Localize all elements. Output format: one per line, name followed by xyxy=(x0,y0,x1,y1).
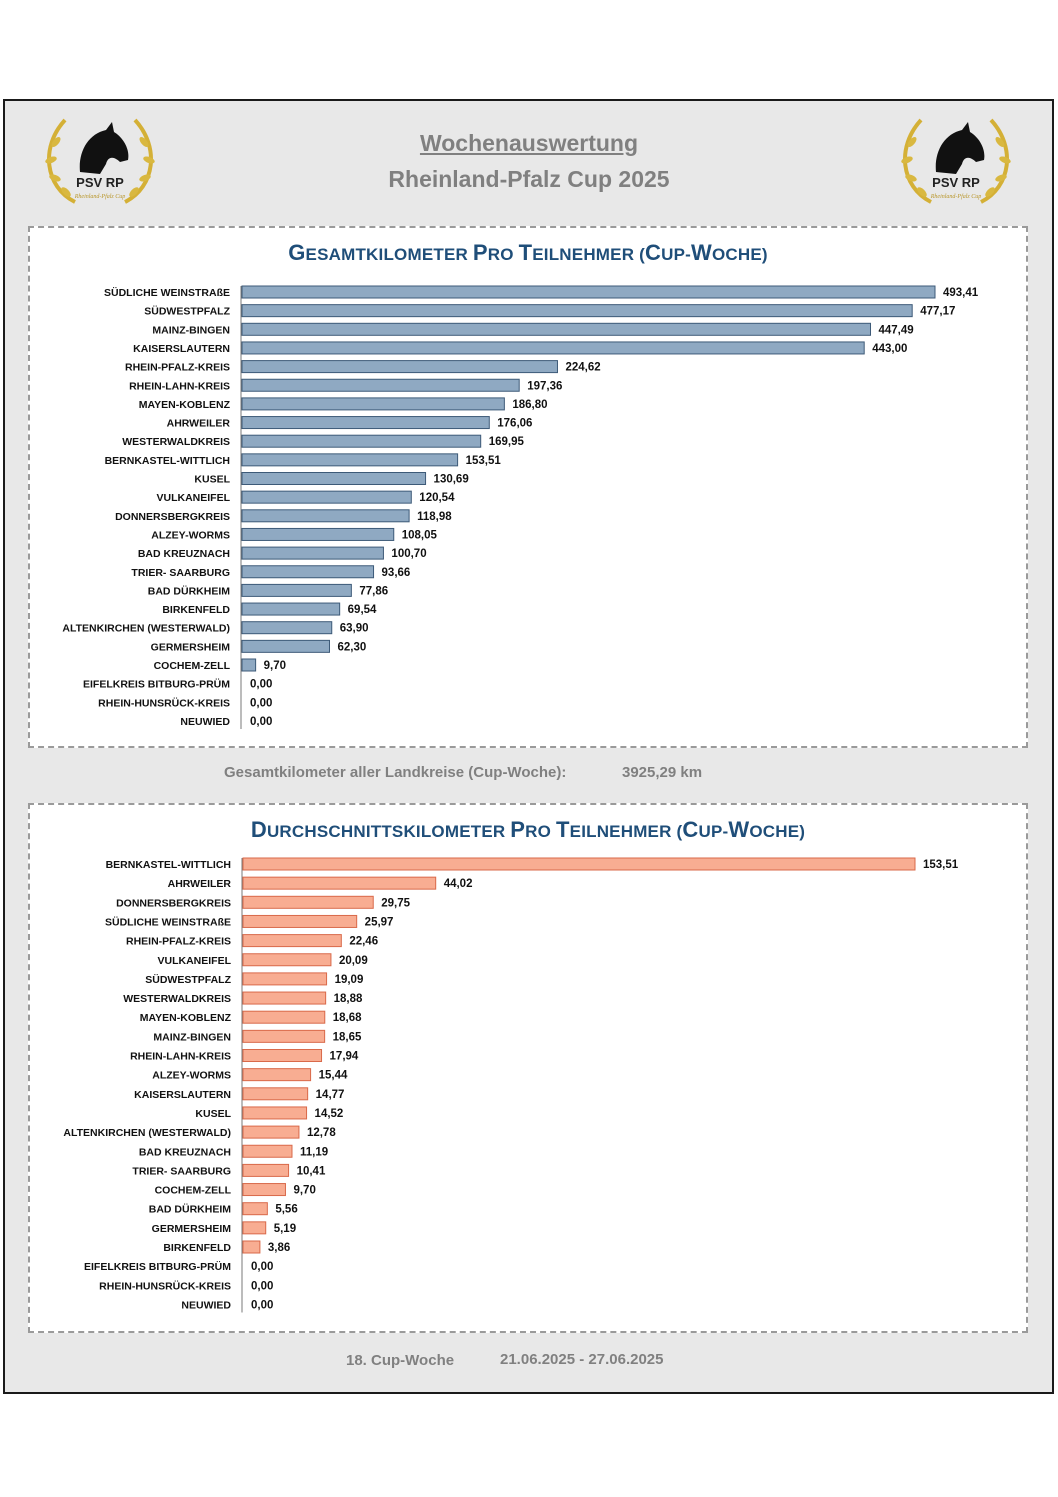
data-label: 176,06 xyxy=(497,417,533,430)
category-label: MAINZ-BINGEN xyxy=(153,1031,231,1044)
chart-average-km xyxy=(28,803,1028,1333)
cup-week-dates: 21.06.2025 - 27.06.2025 xyxy=(500,1351,664,1368)
data-label: 0,00 xyxy=(250,697,273,710)
category-label: ALTENKIRCHEN (WESTERWALD) xyxy=(62,622,230,635)
category-label: BAD DÜRKHEIM xyxy=(147,585,230,598)
category-label: SÜDWESTPFALZ xyxy=(145,973,231,986)
bar xyxy=(242,342,864,354)
logo-text: PSV RP xyxy=(76,175,124,190)
data-label: 14,77 xyxy=(315,1088,345,1101)
bar xyxy=(242,417,489,429)
bar xyxy=(243,935,341,947)
data-label: 22,46 xyxy=(349,935,379,948)
data-label: 20,09 xyxy=(338,954,368,967)
bar xyxy=(242,454,458,466)
category-label: BIRKENFELD xyxy=(162,604,230,617)
data-label: 477,17 xyxy=(920,305,956,318)
data-label: 9,70 xyxy=(263,660,287,672)
bar xyxy=(242,566,374,578)
bar xyxy=(243,1107,307,1119)
bar xyxy=(243,1241,260,1253)
bar xyxy=(242,323,871,335)
category-label: AHRWEILER xyxy=(167,878,231,891)
bar xyxy=(242,286,935,298)
category-label: WESTERWALDKREIS xyxy=(123,993,231,1006)
data-label: 77,86 xyxy=(359,585,389,598)
category-label: TRIER- SAARBURG xyxy=(132,1165,231,1178)
data-label: 447,49 xyxy=(878,324,914,337)
data-label: 10,41 xyxy=(296,1165,326,1178)
data-label: 0,00 xyxy=(250,678,273,691)
data-label: 12,78 xyxy=(306,1127,336,1140)
bar xyxy=(242,528,394,540)
bar xyxy=(243,896,373,908)
data-label: 69,54 xyxy=(347,604,377,617)
category-label: BERNKASTEL-WITTLICH xyxy=(105,859,231,871)
bar xyxy=(243,877,436,889)
category-label: MAINZ-BINGEN xyxy=(152,324,230,337)
bar xyxy=(243,1126,299,1138)
category-label: RHEIN-PFALZ-KREIS xyxy=(126,935,231,948)
bar xyxy=(242,640,330,652)
data-label: 5,56 xyxy=(275,1203,298,1216)
chart-total-km xyxy=(28,226,1028,748)
category-label: SÜDWESTPFALZ xyxy=(144,305,230,318)
data-label: 44,02 xyxy=(443,878,473,891)
data-label: 18,68 xyxy=(332,1012,362,1025)
category-label: BAD KREUZNACH xyxy=(138,1146,231,1159)
bar xyxy=(243,1050,322,1062)
data-label: 5,19 xyxy=(273,1222,297,1235)
cup-week-label: 18. Cup-Woche xyxy=(346,1352,455,1369)
bar xyxy=(243,915,357,927)
bar xyxy=(243,1069,311,1081)
bar xyxy=(242,603,340,615)
category-label: GERMERSHEIM xyxy=(151,1222,231,1235)
data-label: 14,52 xyxy=(314,1107,344,1120)
bar xyxy=(242,491,411,503)
bar xyxy=(242,398,504,410)
logo-text: PSV RP xyxy=(932,175,980,190)
data-label: 0,00 xyxy=(251,1299,274,1312)
category-label: NEUWIED xyxy=(180,715,230,728)
chart-title: DURCHSCHNITTSKILOMETER PRO TEILNEHMER (CUP-WOCHE) xyxy=(250,817,806,842)
category-label: ALTENKIRCHEN (WESTERWALD) xyxy=(63,1127,231,1140)
data-label: 3,86 xyxy=(267,1242,291,1254)
logo-subtext: Rheinland-Pfalz Cup xyxy=(74,194,126,200)
data-label: 18,88 xyxy=(333,993,363,1006)
category-label: KUSEL xyxy=(194,473,230,486)
data-label: 29,75 xyxy=(381,897,411,910)
page-subtitle: Rheinland-Pfalz Cup 2025 xyxy=(388,166,670,192)
data-label: 0,00 xyxy=(250,715,273,728)
data-label: 186,80 xyxy=(512,398,548,411)
data-label: 130,69 xyxy=(433,473,469,486)
data-label: 0,00 xyxy=(251,1280,274,1293)
bar xyxy=(243,1088,308,1100)
data-label: 9,70 xyxy=(293,1184,316,1197)
data-label: 493,41 xyxy=(943,287,979,299)
bar-chart-total-km xyxy=(30,228,1026,746)
bar xyxy=(243,858,915,870)
category-label: ALZEY-WORMS xyxy=(152,1069,231,1082)
category-label: RHEIN-PFALZ-KREIS xyxy=(125,361,230,374)
data-label: 62,30 xyxy=(337,641,367,654)
data-label: 11,19 xyxy=(299,1146,329,1159)
data-label: 63,90 xyxy=(339,622,369,635)
category-label: DONNERSBERGKREIS xyxy=(116,897,231,910)
category-label: KAISERSLAUTERN xyxy=(134,1088,231,1101)
category-label: BAD DÜRKHEIM xyxy=(148,1203,231,1216)
psv-logo-right xyxy=(896,112,1016,212)
category-label: VULKANEIFEL xyxy=(156,492,230,505)
category-label: RHEIN-LAHN-KREIS xyxy=(129,380,230,393)
category-label: KAISERSLAUTERN xyxy=(133,342,230,355)
category-label: KUSEL xyxy=(195,1107,231,1120)
category-label: BAD KREUZNACH xyxy=(137,548,230,561)
bar xyxy=(243,1030,325,1042)
bar xyxy=(242,547,383,559)
bar xyxy=(242,305,912,317)
data-label: 108,05 xyxy=(401,529,437,542)
data-label: 93,66 xyxy=(381,566,411,579)
category-label: BERNKASTEL-WITTLICH xyxy=(104,454,230,467)
data-label: 118,98 xyxy=(417,510,452,523)
category-label: DONNERSBERGKREIS xyxy=(115,510,230,523)
category-label: GERMERSHEIM xyxy=(150,641,230,654)
bar xyxy=(242,659,256,671)
data-label: 25,97 xyxy=(364,916,394,929)
data-label: 15,44 xyxy=(318,1069,348,1082)
category-label: SÜDLICHE WEINSTRAßE xyxy=(104,287,230,299)
category-label: TRIER- SAARBURG xyxy=(131,566,230,579)
bar xyxy=(242,435,481,447)
bar xyxy=(242,473,426,485)
data-label: 224,62 xyxy=(565,361,601,374)
category-label: COCHEM-ZELL xyxy=(154,1184,231,1197)
chart-title: GESAMTKILOMETER PRO TEILNEHMER (CUP-WOCHE) xyxy=(288,240,768,265)
category-label: SÜDLICHE WEINSTRAßE xyxy=(105,916,231,929)
bar xyxy=(243,973,327,985)
bar xyxy=(243,992,326,1004)
data-label: 120,54 xyxy=(419,492,455,505)
category-label: WESTERWALDKREIS xyxy=(122,436,230,449)
total-km-label: Gesamtkilometer aller Landkreise (Cup-Woche): xyxy=(224,764,567,781)
category-label: VULKANEIFEL xyxy=(157,954,231,967)
category-label: COCHEM-ZELL xyxy=(153,660,230,672)
data-label: 17,94 xyxy=(329,1050,359,1063)
bar-chart-average-km xyxy=(30,805,1026,1331)
data-label: 443,00 xyxy=(872,342,908,355)
total-km-value: 3925,29 km xyxy=(622,764,703,781)
data-label: 100,70 xyxy=(391,548,427,561)
data-label: 153,51 xyxy=(465,454,501,467)
bar xyxy=(243,1184,285,1196)
bar xyxy=(243,1011,325,1023)
bar xyxy=(242,361,557,373)
category-label: RHEIN-LAHN-KREIS xyxy=(130,1050,231,1063)
bar xyxy=(242,510,409,522)
data-label: 19,09 xyxy=(334,973,364,986)
category-label: EIFELKREIS BITBURG-PRÜM xyxy=(83,678,230,691)
data-label: 18,65 xyxy=(332,1031,362,1044)
category-label: RHEIN-HUNSRÜCK-KREIS xyxy=(99,1280,231,1293)
bar xyxy=(243,1222,266,1234)
bar xyxy=(242,584,351,596)
category-label: BIRKENFELD xyxy=(163,1242,231,1254)
category-label: NEUWIED xyxy=(181,1299,231,1312)
category-label: ALZEY-WORMS xyxy=(151,529,230,542)
category-label: EIFELKREIS BITBURG-PRÜM xyxy=(84,1261,231,1274)
logo-subtext: Rheinland-Pfalz Cup xyxy=(930,194,982,200)
category-label: RHEIN-HUNSRÜCK-KREIS xyxy=(98,697,230,710)
bar xyxy=(242,622,332,634)
bar xyxy=(242,379,519,391)
data-label: 0,00 xyxy=(251,1261,274,1274)
bar xyxy=(243,1145,292,1157)
bar xyxy=(243,954,331,966)
data-label: 153,51 xyxy=(923,859,959,871)
category-label: MAYEN-KOBLENZ xyxy=(139,1012,231,1025)
bar xyxy=(243,1164,289,1176)
data-label: 169,95 xyxy=(488,436,524,449)
data-label: 197,36 xyxy=(527,380,563,393)
psv-logo-left xyxy=(40,112,160,212)
bar xyxy=(243,1203,267,1215)
category-label: MAYEN-KOBLENZ xyxy=(138,398,230,411)
category-label: AHRWEILER xyxy=(166,417,230,430)
page-title: Wochenauswertung xyxy=(419,130,639,156)
